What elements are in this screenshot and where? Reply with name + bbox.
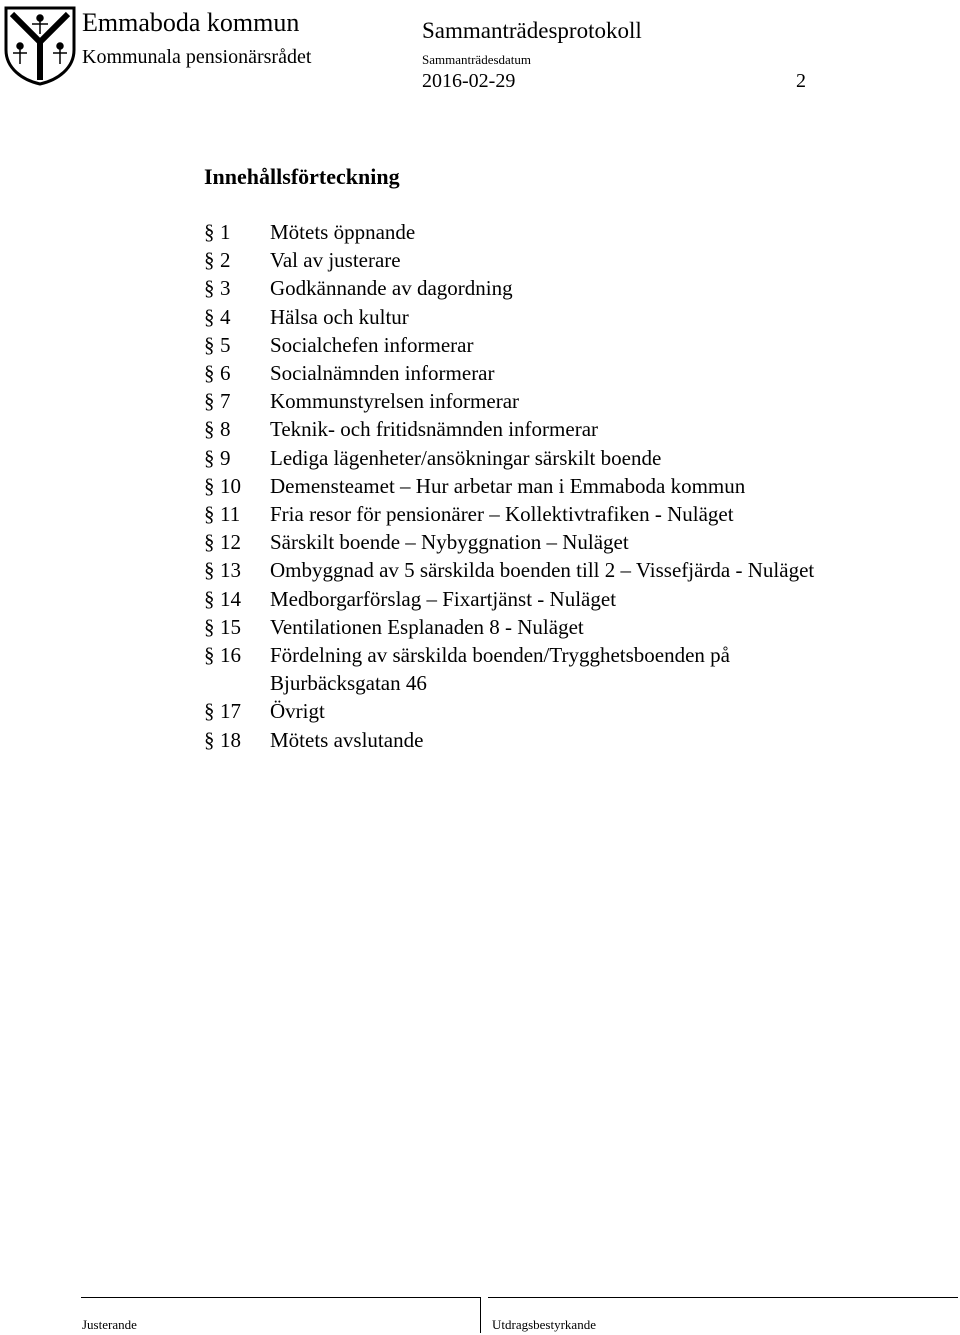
section-symbol: § <box>204 361 215 386</box>
toc-item-number: 9 <box>220 445 231 470</box>
toc-item-text: Fördelning av särskilda boenden/Trygghetsboenden på Bjurbäcksgatan 46 <box>270 643 730 696</box>
toc-item-number: 14 <box>220 586 241 611</box>
section-symbol: § <box>204 614 215 639</box>
toc-item-number: 2 <box>220 248 231 273</box>
section-symbol: § <box>204 220 215 244</box>
section-symbol: § <box>204 586 215 611</box>
meeting-date: 2016-02-29 <box>422 70 516 92</box>
toc-item <box>204 303 844 331</box>
document-type: Sammanträdesprotokoll <box>422 18 642 43</box>
toc-item <box>204 500 844 528</box>
section-symbol: § <box>204 276 215 301</box>
toc-item-text: Godkännande av dagordning <box>270 276 513 301</box>
toc-item-text: Demensteamet – Hur arbetar man i Emmaboda kommun <box>270 473 746 498</box>
utdragsbestyrkande-label: Utdragsbestyrkande <box>492 1317 596 1332</box>
section-symbol: § <box>204 502 215 527</box>
toc-item-text: Särskilt boende – Nybyggnation – Nuläget <box>270 530 629 555</box>
toc-item-text: Socialnämnden informerar <box>270 361 495 386</box>
section-symbol: § <box>204 558 215 583</box>
section-symbol: § <box>204 473 215 498</box>
toc-item-number: 3 <box>220 276 231 301</box>
section-symbol: § <box>204 445 215 470</box>
toc-item <box>204 726 844 754</box>
toc-item-number: 4 <box>220 304 231 329</box>
toc-item <box>204 585 844 613</box>
toc-item <box>204 387 844 415</box>
toc-item <box>204 331 844 359</box>
toc-item-text: Val av justerare <box>270 248 401 273</box>
toc-item-number: 16 <box>220 643 241 668</box>
toc-item <box>204 218 844 246</box>
section-symbol: § <box>204 699 215 724</box>
toc-item-text: Övrigt <box>270 699 325 724</box>
toc-item-text: Kommunstyrelsen informerar <box>270 389 520 414</box>
toc-item <box>204 444 844 472</box>
section-symbol: § <box>204 248 215 273</box>
toc-item <box>204 359 844 387</box>
toc-item-number: 13 <box>220 558 241 583</box>
toc-item-text: Ombyggnad av 5 särskilda boenden till 2 – Vissefjärda - Nuläget <box>270 558 815 583</box>
section-symbol: § <box>204 417 215 442</box>
footer-rule-right <box>488 1297 958 1298</box>
section-symbol: § <box>204 389 215 414</box>
toc-item-number: 18 <box>220 727 241 752</box>
toc-item-text: Mötets öppnande <box>270 220 416 244</box>
page-number: 2 <box>796 70 806 92</box>
toc-item-text: Teknik- och fritidsnämnden informerar <box>270 417 599 442</box>
section-symbol: § <box>204 727 215 752</box>
toc-item-text: Socialchefen informerar <box>270 332 474 357</box>
toc-item-number: 12 <box>220 530 241 555</box>
toc-item <box>204 415 844 443</box>
toc-item-number: 8 <box>220 417 231 442</box>
toc-item-number: 5 <box>220 332 231 357</box>
toc-item-text: Mötets avslutande <box>270 727 424 752</box>
toc-item <box>204 246 844 274</box>
toc-item <box>204 556 844 584</box>
toc-item <box>204 697 844 725</box>
organization-name: Emmaboda kommun <box>82 8 300 37</box>
toc-item-number: 17 <box>220 699 241 724</box>
section-symbol: § <box>204 304 215 329</box>
toc-item-text: Ventilationen Esplanaden 8 - Nuläget <box>270 614 584 639</box>
section-symbol: § <box>204 643 215 668</box>
toc-item-number: 7 <box>220 389 231 414</box>
section-symbol: § <box>204 530 215 555</box>
toc-item-number: 1 <box>220 220 231 244</box>
toc-item <box>204 613 844 641</box>
toc-title: Innehållsförteckning <box>204 164 400 189</box>
toc-item <box>204 472 844 500</box>
toc-item-number: 11 <box>220 502 241 527</box>
toc-item-text: Hälsa och kultur <box>270 304 409 329</box>
justerande-label: Justerande <box>82 1317 137 1332</box>
toc-item-number: 15 <box>220 614 241 639</box>
footer-divider <box>480 1297 481 1333</box>
toc-item-number: 10 <box>220 473 241 498</box>
toc-item-text: Fria resor för pensionärer – Kollektivtrafiken - Nuläget <box>270 502 734 527</box>
department-name: Kommunala pensionärsrådet <box>82 46 312 68</box>
coat-of-arms-icon <box>4 6 76 86</box>
section-symbol: § <box>204 332 215 357</box>
toc-item <box>204 274 844 302</box>
toc-list <box>204 218 844 754</box>
toc-item-text: Lediga lägenheter/ansökningar särskilt boende <box>270 445 662 470</box>
footer-rule-left <box>81 1297 480 1298</box>
toc-item <box>204 641 844 697</box>
toc-item-number: 6 <box>220 361 231 386</box>
date-label: Sammanträdesdatum <box>422 52 532 67</box>
toc-item <box>204 528 844 556</box>
toc-item-text: Medborgarförslag – Fixartjänst - Nuläget <box>270 586 617 611</box>
